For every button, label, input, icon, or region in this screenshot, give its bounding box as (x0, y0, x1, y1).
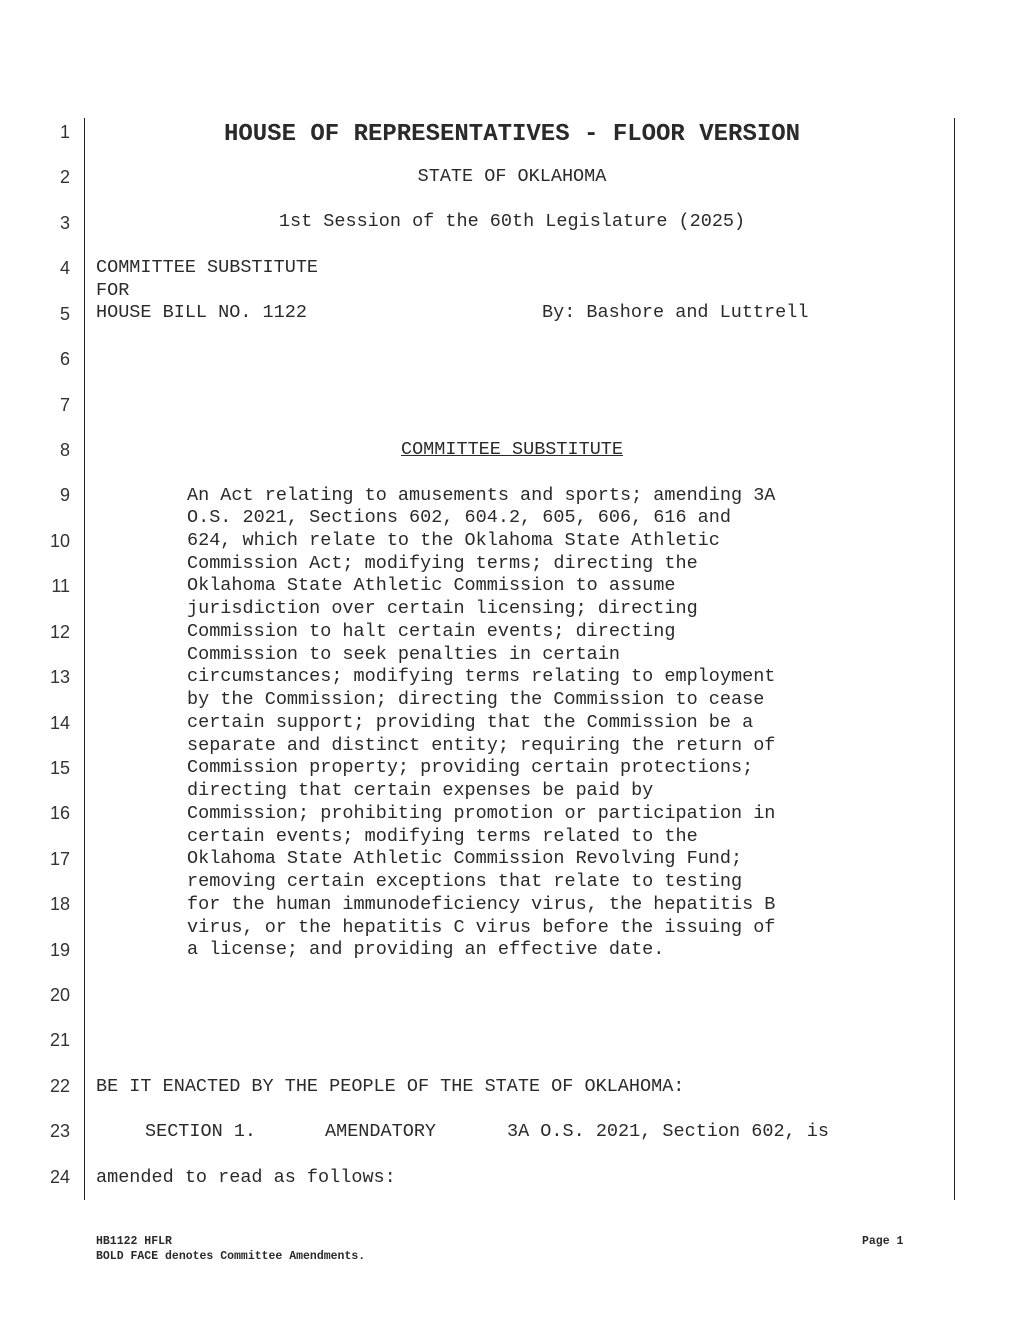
line-number: 15 (49, 758, 70, 778)
line-number: 8 (59, 440, 70, 460)
line-number: 10 (49, 531, 70, 551)
line-number: 22 (49, 1076, 70, 1096)
bill-authors: By: Bashore and Luttrell (542, 302, 809, 323)
summary-line: directing that certain expenses be paid by (187, 780, 654, 801)
summary-line: An Act relating to amusements and sports; amending 3A (187, 485, 776, 506)
summary-line: Oklahoma State Athletic Commission Revolving Fund; (187, 848, 743, 869)
summary-line: Commission Act; modifying terms; directing the (187, 553, 698, 574)
line-number: 23 (49, 1121, 70, 1141)
footer-page-number: Page 1 (862, 1235, 904, 1248)
state-name: STATE OF OKLAHOMA (417, 166, 607, 187)
enacting-clause: BE IT ENACTED BY THE PEOPLE OF THE STATE OF OKLAHOMA: (96, 1076, 685, 1097)
line-number: 11 (51, 576, 70, 596)
line-number: 2 (59, 167, 70, 187)
summary-line: Commission to seek penalties in certain (187, 644, 620, 665)
summary-line: jurisdiction over certain licensing; directing (187, 598, 698, 619)
line-number: 21 (49, 1030, 70, 1050)
summary-line: circumstances; modifying terms relating to employment (187, 666, 776, 687)
section-type: AMENDATORY (325, 1121, 437, 1142)
committee-substitute-label: COMMITTEE SUBSTITUTE (96, 257, 319, 278)
line-number: 6 (59, 349, 70, 369)
summary-line: by the Commission; directing the Commission to cease (187, 689, 765, 710)
footer-bill-id: HB1122 HFLR (96, 1235, 172, 1248)
heading-text: COMMITTEE SUBSTITUTE (400, 439, 624, 460)
line-number: 7 (59, 395, 70, 415)
summary-line: removing certain exceptions that relate to testing (187, 871, 743, 892)
right-margin-rule (954, 118, 955, 1200)
summary-line: for the human immunodeficiency virus, the hepatitis B (187, 894, 776, 915)
summary-line: a license; and providing an effective date. (187, 939, 665, 960)
line-number: 4 (59, 258, 70, 278)
summary-line: Commission property; providing certain protections; (187, 757, 754, 778)
line-number: 16 (49, 803, 70, 823)
document-title: HOUSE OF REPRESENTATIVES - FLOOR VERSION (223, 121, 801, 148)
summary-line: 624, which relate to the Oklahoma State Athletic (187, 530, 720, 551)
line-number: 14 (49, 713, 70, 733)
summary-line: O.S. 2021, Sections 602, 604.2, 605, 606, 616 and (187, 507, 731, 528)
for-label: FOR (96, 280, 130, 301)
footer-note: BOLD FACE denotes Committee Amendments. (96, 1250, 366, 1263)
summary-line: Oklahoma State Athletic Commission to assume (187, 575, 676, 596)
summary-line: Commission to halt certain events; directing (187, 621, 676, 642)
line-number: 1 (59, 122, 70, 142)
summary-line: certain events; modifying terms related to the (187, 826, 698, 847)
section-citation: 3A O.S. 2021, Section 602, is (507, 1121, 829, 1142)
line-number: 24 (49, 1167, 70, 1187)
line-number: 3 (59, 213, 70, 233)
summary-line: separate and distinct entity; requiring the return of (187, 735, 776, 756)
session-line: 1st Session of the 60th Legislature (2025) (278, 211, 746, 232)
summary-line: Commission; prohibiting promotion or participation in (187, 803, 776, 824)
line-number: 20 (49, 985, 70, 1005)
line-number: 18 (49, 894, 70, 914)
line-number: 19 (49, 940, 70, 960)
left-margin-rule (84, 118, 85, 1200)
line-number: 17 (49, 849, 70, 869)
bill-number: HOUSE BILL NO. 1122 (96, 302, 307, 323)
summary-line: virus, or the hepatitis C virus before the issuing of (187, 917, 776, 938)
section-continuation: amended to read as follows: (96, 1167, 396, 1188)
line-number: 9 (59, 485, 70, 505)
section-label: SECTION 1. (145, 1121, 257, 1142)
committee-substitute-heading (96, 439, 928, 462)
line-number: 13 (49, 667, 70, 687)
line-number: 12 (49, 622, 70, 642)
line-number: 5 (59, 304, 70, 324)
summary-line: certain support; providing that the Commission be a (187, 712, 754, 733)
